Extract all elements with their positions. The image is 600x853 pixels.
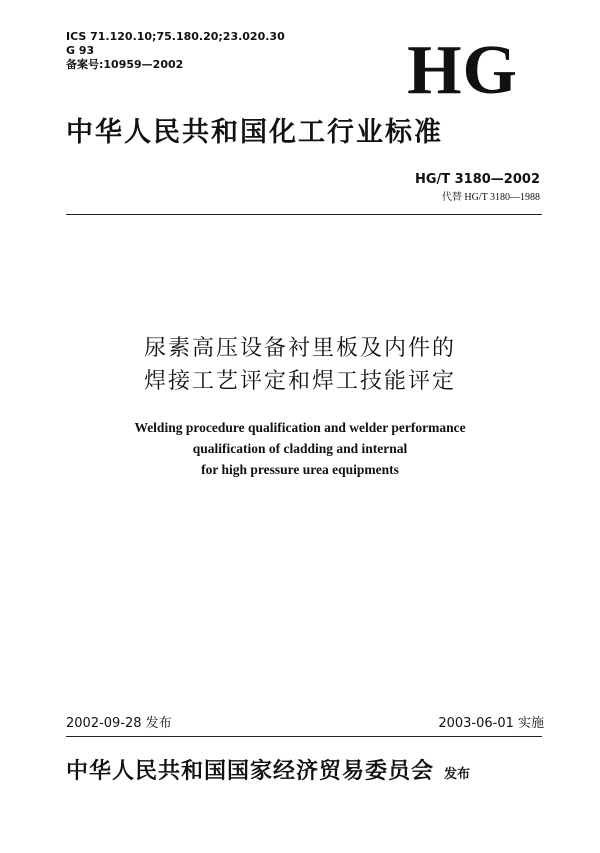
top-divider	[66, 214, 542, 215]
effective-date: 2003-06-01 实施	[438, 716, 544, 731]
issuer-suffix: 发布	[444, 767, 471, 782]
bottom-divider	[66, 736, 542, 737]
issue-date: 2002-09-28 发布	[66, 716, 172, 731]
title-en-line2: qualification of cladding and internal	[192, 441, 408, 456]
title-en-line1: Welding procedure qualification and welder performance	[134, 420, 466, 435]
title-cn-line1: 尿素高压设备衬里板及内件的	[143, 336, 456, 361]
title-en-line3: for high pressure urea equipments	[201, 462, 399, 477]
standard-title: 中华人民共和国化工行业标准	[66, 117, 443, 148]
issuer-name: 中华人民共和国国家经济贸易委员会	[66, 759, 435, 784]
title-cn-line2: 焊接工艺评定和焊工技能评定	[143, 369, 456, 394]
standard-number: HG/T 3180—2002	[414, 172, 540, 187]
issuer	[66, 757, 470, 790]
ics-code: ICS 71.120.10;75.180.20;23.020.30	[66, 30, 285, 43]
hg-logo: HG	[407, 32, 518, 109]
ccs-code: G 93	[66, 44, 95, 57]
record-number: 备案号:10959—2002	[66, 58, 184, 71]
replaces-standard: 代替 HG/T 3180—1988	[441, 192, 540, 203]
